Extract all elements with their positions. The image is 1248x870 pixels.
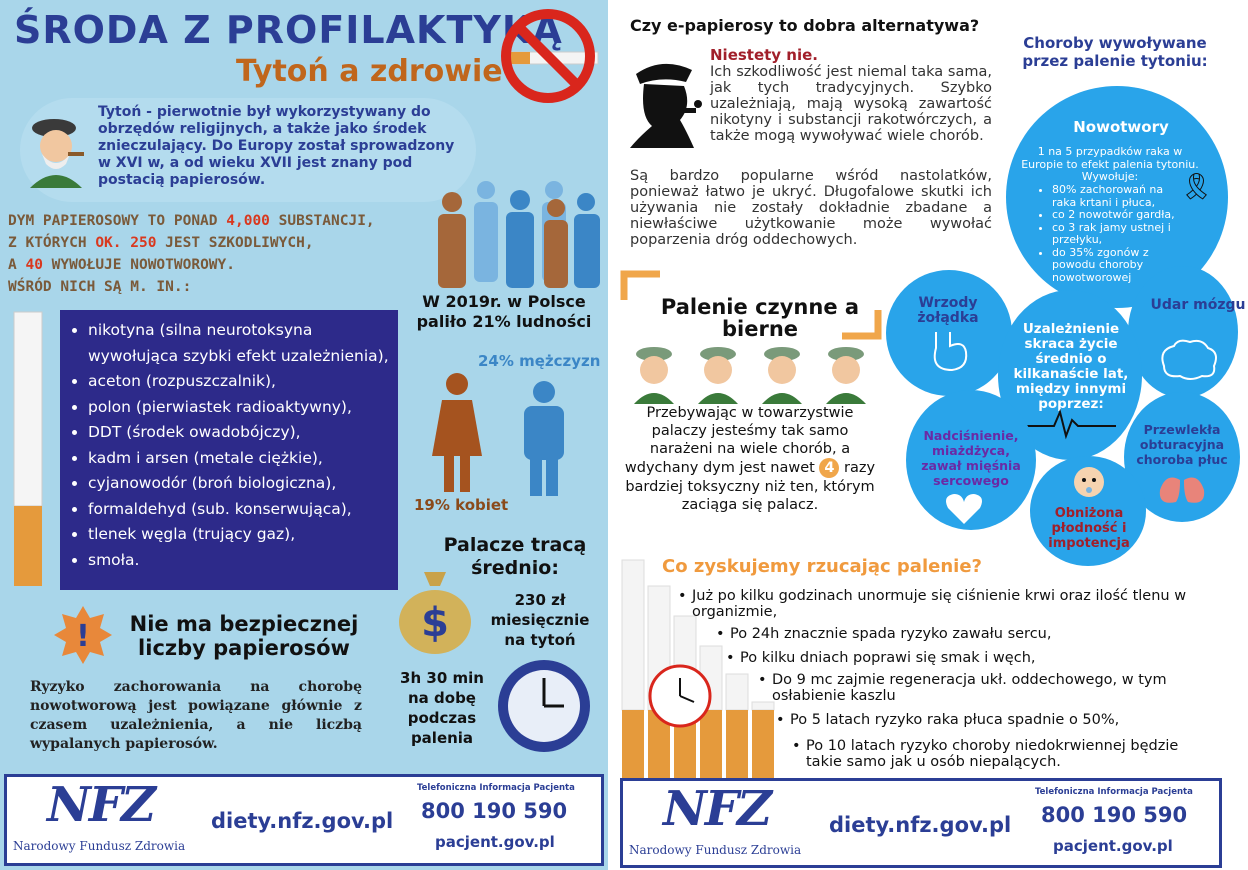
heart-icon <box>944 490 984 526</box>
four-badge: 4 <box>819 458 839 478</box>
list-item: • nikotyna (silna neurotoksyna wywołująca szybki efekt uzależnienia), <box>88 318 398 369</box>
tel-label: Telefoniczna Informacja Pacjenta <box>417 783 575 793</box>
substances-list <box>60 310 398 590</box>
list-item: • co 3 rak jamy ustnej i przełyku, <box>1052 222 1178 247</box>
patient-link[interactable]: pacjent.gov.pl <box>435 833 555 851</box>
ecig-body-2: Są bardzo popularne wśród nastolatków, ponieważ łatwo je ukryć. Długofalowe skutki ich używania nie zostały dokładnie zbadane a niewłaściwe użytkowanie może wywołać poparzenia dróg oddechowych. <box>630 168 992 248</box>
money-stat: 230 zł miesięcznie na tytoń <box>490 591 590 649</box>
stomach-icon <box>926 330 972 374</box>
people-group-icon <box>436 180 604 290</box>
patient-link[interactable]: pacjent.gov.pl <box>1053 837 1173 855</box>
ecig-heading: Czy e-papierosy to dobra alternatywa? <box>630 16 980 35</box>
right-panel <box>616 0 1246 870</box>
list-item: • kadm i arsen (metale ciężkie), <box>88 446 398 472</box>
clock-icon <box>494 656 594 756</box>
center-text: Uzależnienie skraca życie średnio o kilkanaście lat, między innymi poprzez: <box>1013 321 1129 412</box>
stroke-label: Udar mózgu <box>1150 297 1246 313</box>
gain-item: • Po 24h znacznie spada ryzyko zawału sercu, <box>730 626 1210 642</box>
nfz-logo: NFZ <box>663 781 770 837</box>
svg-text:$: $ <box>421 600 449 646</box>
page-title: ŚRODA Z PROFILAKTYKĄ <box>14 8 563 52</box>
ulcer-label: Wrzody żołądka <box>917 295 979 326</box>
ecig-answer: Niestety nie. <box>710 46 819 64</box>
poland-stat: W 2019r. w Polsce paliło 21% ludności <box>416 292 592 331</box>
cigarette-icon <box>12 312 44 586</box>
intro-text: Tytoń - pierwotnie był wykorzystywany do obrzędów religijnych, a także jako środek znieczulający. Do Europy został sprowadzony w XVI w, a od wieku XVII jest znany pod postacią papierosów. <box>98 104 455 188</box>
heart-label: Nadciśnienie, miażdżyca, zawał mięśnia sercowego <box>921 428 1021 488</box>
risk-text: Ryzyko zachorowania na chorobę nowotworową jest powiązane głównie z czasem uzależnienia, a nie liczbą wypalanych papierosów. <box>30 679 362 752</box>
man-icon <box>520 380 568 496</box>
list-item: • do 35% zgonów z powodu choroby nowotworowej <box>1052 247 1178 285</box>
list-item: • DDT (środek owadobójczy), <box>88 420 398 446</box>
diet-link[interactable]: diety.nfz.gov.pl <box>829 813 1012 837</box>
woman-icon <box>430 372 484 492</box>
copd-label: Przewlekła obturacyjna choroba płuc <box>1136 422 1228 467</box>
passive-heading: Palenie czynne a bierne <box>660 295 860 341</box>
warning-icon <box>52 604 114 666</box>
left-panel <box>0 0 608 870</box>
lungs-icon <box>1156 466 1208 508</box>
gain-item: • Już po kilku godzinach unormuje się ciśnienie krwi oraz ilość tlenu w organizmie, <box>692 588 1212 620</box>
phone-number[interactable]: 800 190 590 <box>421 799 568 823</box>
money-bag-icon <box>396 562 474 656</box>
cancer-title: Nowotwory <box>1073 118 1169 136</box>
tel-label: Telefoniczna Informacja Pacjenta <box>1035 787 1193 797</box>
list-item: • polon (pierwiastek radioaktywny), <box>88 395 398 421</box>
nfz-name: Narodowy Fundusz Zdrowia <box>629 843 802 857</box>
ribbon-icon: 🎗 <box>1180 172 1214 202</box>
gain-item: • Do 9 mc zajmie regeneracja ukł. oddechowego, w tym osłabienie kaszlu <box>772 672 1192 704</box>
diet-link[interactable]: diety.nfz.gov.pl <box>211 809 394 833</box>
men-stat: 24% mężczyzn <box>478 352 601 370</box>
list-item: • formaldehyd (sub. konserwująca), <box>88 497 398 523</box>
footer-left <box>4 774 604 866</box>
smokers-row-icon <box>624 344 874 404</box>
smoke-facts: DYM PAPIEROSOWY TO PONAD 4,000 SUBSTANCJI, Z KTÓRYCH OK. 250 JEST SZKODLIWYCH, A 40 WYWOŁUJE NOWOTWOROWY. WŚRÓD NICH SĄ M. IN.: <box>8 213 375 295</box>
page-subtitle: Tytoń a zdrowie <box>236 54 503 89</box>
smoker-man-icon <box>22 112 88 188</box>
gain-item: • Po kilku dniach poprawi się smak i węch, <box>740 650 1210 666</box>
women-stat: 19% kobiet <box>414 496 509 514</box>
list-item: • 80% zachorowań na raka krtani i płuca, <box>1052 184 1178 209</box>
list-item: • smoła. <box>88 548 398 574</box>
gain-item: • Po 10 latach ryzyko choroby niedokrwiennej będzie takie samo jak u osób niepalących. <box>806 738 1206 770</box>
passive-text: Przebywając w towarzystwie palaczy jesteśmy tak samo narażeni na wiele chorób, a wdychany dym jest nawet 4 razy bardziej toksyczny niż ten, którym zaciąga się palacz. <box>624 405 876 513</box>
ecig-body: Ich szkodliwość jest niemal taka sama, jak tych tradycyjnych. Szybko uzależniają, mają wysoką zawartość nikotyny i substancji rakotwórczych, a także mogą wywoływać wiele chorób. <box>710 64 992 144</box>
fertility-label: Obniżona płodność i impotencja <box>1048 506 1130 551</box>
smokers-lose-heading: Palacze tracą średnio: <box>443 534 587 579</box>
gain-item: • Po 5 latach ryzyko raka płuca spadnie o 50%, <box>790 712 1210 728</box>
smoker-silhouette-icon <box>622 56 710 148</box>
list-item: • tlenek węgla (trujący gaz), <box>88 522 398 548</box>
nfz-name: Narodowy Fundusz Zdrowia <box>13 839 186 853</box>
footer-right <box>620 778 1222 868</box>
brain-icon <box>1156 336 1222 382</box>
cancer-intro: 1 na 5 przypadków raka w Europie to efekt palenia tytoniu. Wywołuje: <box>1021 145 1199 183</box>
cancer-list <box>1042 184 1178 284</box>
phone-number[interactable]: 800 190 590 <box>1041 803 1188 827</box>
list-item: • aceton (rozpuszczalnik), <box>88 369 398 395</box>
list-item: • cyjanowodór (broń biologiczna), <box>88 471 398 497</box>
nfz-logo: NFZ <box>47 777 154 833</box>
gains-heading: Co zyskujemy rzucając palenie? <box>662 556 982 577</box>
no-safe-number-heading: Nie ma bezpiecznej liczby papierosów <box>129 612 359 660</box>
svg-text:!: ! <box>76 619 90 654</box>
no-smoking-icon <box>494 4 604 104</box>
heartbeat-icon <box>1020 408 1116 438</box>
diseases-heading: Choroby wywoływane przez palenie tytoniu: <box>1022 34 1208 70</box>
baby-icon <box>1072 464 1106 500</box>
time-stat: 3h 30 min na dobę podczas palenia <box>400 669 484 747</box>
list-item: • co 2 nowotwór gardła, <box>1052 209 1178 222</box>
